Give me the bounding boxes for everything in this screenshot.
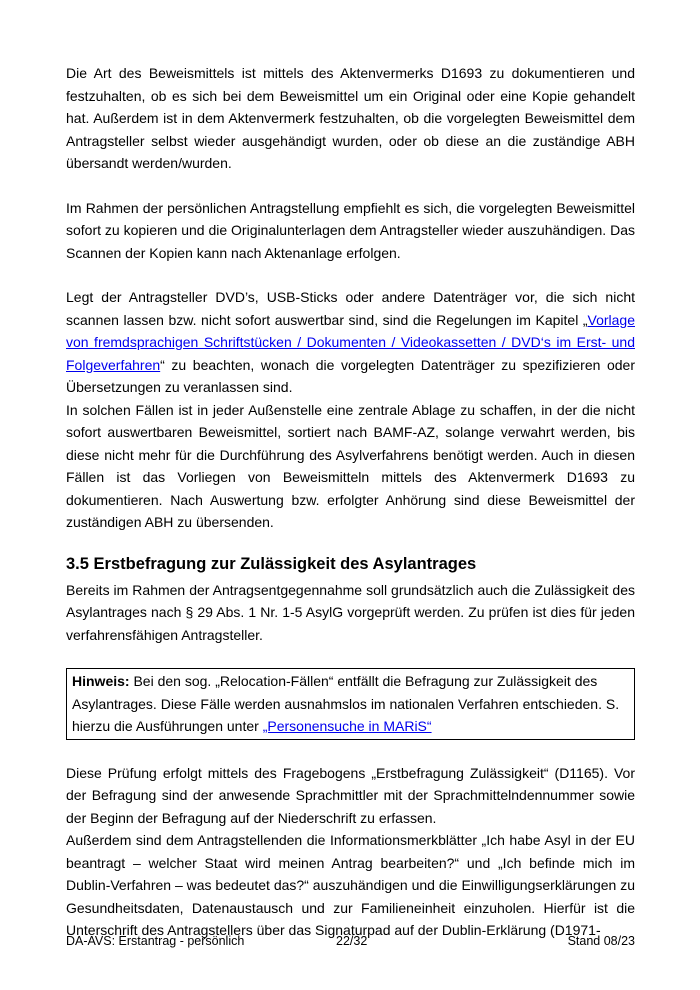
paragraph-data-carriers-text-before: Legt der Antragsteller DVD’s, USB-Sticks oder andere Datenträger vor, die sich nicht scannen lassen bzw. nicht sofort auswertbar sind, sind die Regelungen im Kapitel „ (66, 289, 635, 328)
document-page (66, 62, 635, 942)
hint-box (66, 668, 635, 740)
chapter-link-foreign-documents[interactable]: Vorlage von fremdsprachigen Schriftstücken / Dokumenten / Videokassetten / DVD‘s im Erst- und Folgeverfahren (66, 311, 635, 373)
paragraph-section-intro: Bereits im Rahmen der Antragsentgegennahme soll grundsätzlich auch die Zulässigkeit des Asylantrages nach § 29 Abs. 1 Nr. 1-5 AsylG vorgeprüft werden. Zu prüfen ist dies für jeden verfahrensfähigen Antragsteller. (66, 581, 635, 643)
paragraph-copy-evidence: Im Rahmen der persönlichen Antragstellung empfiehlt es sich, die vorgelegten Beweismittel sofort zu kopieren und die Originalunterlagen dem Antragsteller wieder auszuhändigen. Das Scannen der Kopien kann nach Aktenanlage erfolgen. (66, 199, 635, 261)
hint-link-personensuche[interactable]: „Personensuche in MARiS“ (262, 718, 432, 734)
footer-document-title: DA-AVS: Erstantrag - persönlich (66, 934, 245, 948)
paragraph-questionnaire: Diese Prüfung erfolgt mittels des Fragebogens „Erstbefragung Zulässigkeit“ (D1165). Vor der Befragung sind der anwesende Sprachmittler mit der Sprachmittelndennummer sowie der Beginn der Befragung auf der Niederschrift zu erfassen. (66, 764, 635, 826)
paragraph-data-carriers (66, 286, 635, 399)
footer-version: Stand 08/23 (567, 934, 635, 948)
section-heading: 3.5 Erstbefragung zur Zulässigkeit des Asylantrages (66, 554, 477, 573)
hint-paragraph (72, 670, 629, 738)
footer-page-number: 22/32 (336, 934, 368, 948)
paragraph-information-sheets: Außerdem sind dem Antragstellenden die Informationsmerkblätter „Ich habe Asyl in der EU beantragt – welcher Staat wird meinen Antrag bearbeiten?“ und „Ich befinde mich im Dublin-Verfahren – was bedeutet das?“ auszuhändigen und die Einwilligungserklärungen zu Gesundheitsdaten, Datenaustausch und zur Familieneinheit einzuholen. Hierfür ist die Unterschrift des Antragstellers über das Signaturpad auf der Dublin-Erklärung (D1971- (66, 832, 635, 938)
paragraph-data-carriers-text-after: “ zu beachten, wonach die vorgelegten Datenträger zu spezifizieren oder Übersetzungen zu veranlassen sind. (66, 356, 635, 395)
hint-label: Hinweis: (72, 673, 130, 689)
paragraph-central-storage: In solchen Fällen ist in jeder Außenstelle eine zentrale Ablage zu schaffen, in der die nicht sofort auswertbaren Beweismittel, sortiert nach BAMF-AZ, solange verwahrt werden, bis diese nicht mehr für die Durchführung des Asylverfahrens benötigt werden. Auch in diesen Fällen ist das Vorliegen von Beweismitteln mittels des Aktenvermerk D1693 zu dokumentieren. Nach Auswertung bzw. erfolgter Anhörung sind diese Beweismittel der zuständigen ABH zu übersenden. (66, 401, 635, 530)
hint-text: Bei den sog. „Relocation-Fällen“ entfällt die Befragung zur Zulässigkeit des Asylantrages. Diese Fälle werden ausnahmslos im nationalen Verfahren entschieden. S. hierzu die Ausführungen unter (72, 673, 620, 734)
paragraph-evidence-type: Die Art des Beweismittels ist mittels des Aktenvermerks D1693 zu dokumentieren und festzuhalten, ob es sich bei dem Beweismittel um ein Original oder eine Kopie gehandelt hat. Außerdem ist in dem Aktenvermerk festzuhalten, ob die vorgelegten Beweismittel dem Antragsteller selbst wieder ausgehändigt wurden, oder ob diese an die zuständige ABH übersandt werden/wurden. (66, 65, 635, 171)
